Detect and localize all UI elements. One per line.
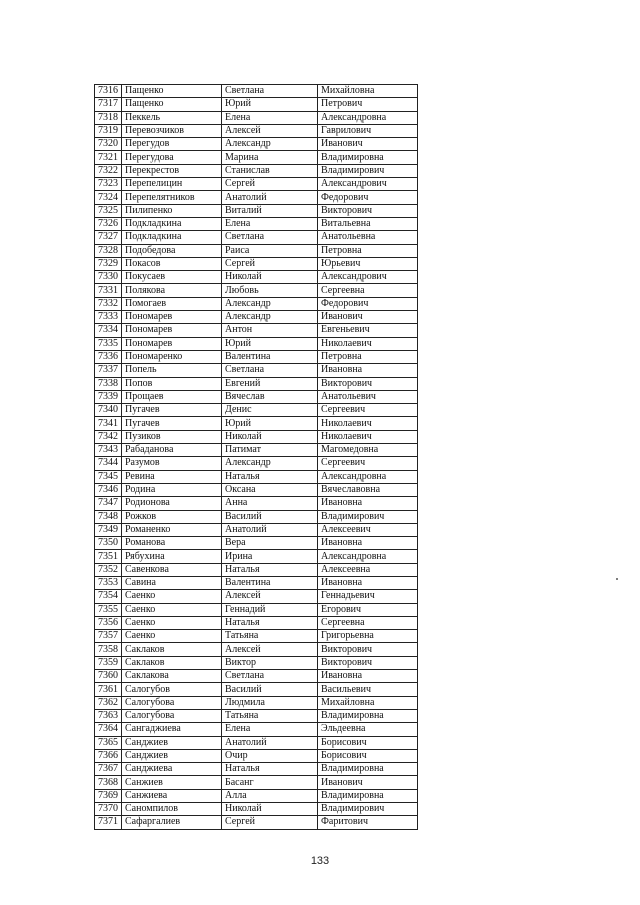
surname-cell: Перегудова xyxy=(122,151,222,164)
first-name-cell: Басанг xyxy=(222,776,318,789)
row-number-cell: 7326 xyxy=(95,217,122,230)
patronymic-cell: Алексеевич xyxy=(318,523,418,536)
table-row xyxy=(95,537,418,550)
table-row xyxy=(95,483,418,496)
row-number-cell: 7319 xyxy=(95,124,122,137)
patronymic-cell: Фаритович xyxy=(318,816,418,829)
patronymic-cell: Иванович xyxy=(318,138,418,151)
table-row xyxy=(95,257,418,270)
surname-cell: Савина xyxy=(122,576,222,589)
table-row xyxy=(95,231,418,244)
table-row xyxy=(95,124,418,137)
patronymic-cell: Владимировна xyxy=(318,789,418,802)
table-row xyxy=(95,364,418,377)
table-row xyxy=(95,164,418,177)
patronymic-cell: Викторович xyxy=(318,204,418,217)
surname-cell: Полякова xyxy=(122,284,222,297)
row-number-cell: 7341 xyxy=(95,417,122,430)
surname-cell: Пеккель xyxy=(122,111,222,124)
table-row xyxy=(95,763,418,776)
first-name-cell: Станислав xyxy=(222,164,318,177)
row-number-cell: 7316 xyxy=(95,85,122,98)
table-row xyxy=(95,85,418,98)
first-name-cell: Николай xyxy=(222,430,318,443)
row-number-cell: 7356 xyxy=(95,616,122,629)
surname-cell: Перепелицин xyxy=(122,178,222,191)
row-number-cell: 7351 xyxy=(95,550,122,563)
table-row xyxy=(95,390,418,403)
patronymic-cell: Витальевна xyxy=(318,217,418,230)
surname-cell: Санджиев xyxy=(122,736,222,749)
surname-cell: Сангаджиева xyxy=(122,723,222,736)
surname-cell: Салогубова xyxy=(122,696,222,709)
patronymic-cell: Эльдеевна xyxy=(318,723,418,736)
surname-cell: Саклакова xyxy=(122,670,222,683)
patronymic-cell: Викторович xyxy=(318,377,418,390)
table-row xyxy=(95,563,418,576)
row-number-cell: 7357 xyxy=(95,630,122,643)
row-number-cell: 7354 xyxy=(95,590,122,603)
first-name-cell: Наталья xyxy=(222,763,318,776)
first-name-cell: Татьяна xyxy=(222,630,318,643)
patronymic-cell: Сергеевич xyxy=(318,404,418,417)
first-name-cell: Алексей xyxy=(222,590,318,603)
table-row xyxy=(95,204,418,217)
first-name-cell: Светлана xyxy=(222,670,318,683)
first-name-cell: Василий xyxy=(222,683,318,696)
first-name-cell: Александр xyxy=(222,457,318,470)
patronymic-cell: Ивановна xyxy=(318,364,418,377)
surname-cell: Разумов xyxy=(122,457,222,470)
row-number-cell: 7343 xyxy=(95,444,122,457)
first-name-cell: Ирина xyxy=(222,550,318,563)
patronymic-cell: Александровна xyxy=(318,470,418,483)
table-row xyxy=(95,576,418,589)
row-number-cell: 7335 xyxy=(95,337,122,350)
surname-cell: Саклаков xyxy=(122,643,222,656)
patronymic-cell: Александрович xyxy=(318,271,418,284)
first-name-cell: Юрий xyxy=(222,337,318,350)
patronymic-cell: Иванович xyxy=(318,776,418,789)
patronymic-cell: Петровна xyxy=(318,350,418,363)
first-name-cell: Денис xyxy=(222,404,318,417)
surname-cell: Салогубов xyxy=(122,683,222,696)
surname-cell: Пузиков xyxy=(122,430,222,443)
table-row xyxy=(95,350,418,363)
table-row xyxy=(95,151,418,164)
first-name-cell: Юрий xyxy=(222,417,318,430)
patronymic-cell: Сергеевич xyxy=(318,457,418,470)
patronymic-cell: Александровна xyxy=(318,550,418,563)
first-name-cell: Евгений xyxy=(222,377,318,390)
patronymic-cell: Петрович xyxy=(318,98,418,111)
first-name-cell: Наталья xyxy=(222,616,318,629)
table-row xyxy=(95,590,418,603)
table-row xyxy=(95,643,418,656)
patronymic-cell: Борисович xyxy=(318,749,418,762)
roster-table-body xyxy=(95,85,418,830)
surname-cell: Перепелятников xyxy=(122,191,222,204)
patronymic-cell: Васильевич xyxy=(318,683,418,696)
table-row xyxy=(95,444,418,457)
row-number-cell: 7369 xyxy=(95,789,122,802)
surname-cell: Романенко xyxy=(122,523,222,536)
row-number-cell: 7338 xyxy=(95,377,122,390)
surname-cell: Подкладкина xyxy=(122,217,222,230)
row-number-cell: 7352 xyxy=(95,563,122,576)
row-number-cell: 7355 xyxy=(95,603,122,616)
row-number-cell: 7345 xyxy=(95,470,122,483)
row-number-cell: 7359 xyxy=(95,656,122,669)
first-name-cell: Наталья xyxy=(222,470,318,483)
surname-cell: Ревина xyxy=(122,470,222,483)
table-row xyxy=(95,111,418,124)
table-row xyxy=(95,311,418,324)
row-number-cell: 7366 xyxy=(95,749,122,762)
table-row xyxy=(95,337,418,350)
surname-cell: Пащенко xyxy=(122,98,222,111)
row-number-cell: 7346 xyxy=(95,483,122,496)
table-row xyxy=(95,523,418,536)
first-name-cell: Юрий xyxy=(222,98,318,111)
first-name-cell: Вера xyxy=(222,537,318,550)
first-name-cell: Сергей xyxy=(222,257,318,270)
patronymic-cell: Магомедовна xyxy=(318,444,418,457)
table-row xyxy=(95,683,418,696)
surname-cell: Саномпилов xyxy=(122,803,222,816)
table-row xyxy=(95,324,418,337)
patronymic-cell: Сергеевна xyxy=(318,616,418,629)
first-name-cell: Наталья xyxy=(222,563,318,576)
row-number-cell: 7370 xyxy=(95,803,122,816)
surname-cell: Санжиева xyxy=(122,789,222,802)
row-number-cell: 7327 xyxy=(95,231,122,244)
table-row xyxy=(95,417,418,430)
surname-cell: Родина xyxy=(122,483,222,496)
patronymic-cell: Николаевич xyxy=(318,430,418,443)
first-name-cell: Николай xyxy=(222,271,318,284)
surname-cell: Пономарев xyxy=(122,324,222,337)
surname-cell: Салогубова xyxy=(122,709,222,722)
surname-cell: Покасов xyxy=(122,257,222,270)
row-number-cell: 7361 xyxy=(95,683,122,696)
surname-cell: Саенко xyxy=(122,590,222,603)
table-row xyxy=(95,816,418,829)
table-row xyxy=(95,377,418,390)
surname-cell: Пугачев xyxy=(122,417,222,430)
surname-cell: Пилипенко xyxy=(122,204,222,217)
table-row xyxy=(95,470,418,483)
first-name-cell: Елена xyxy=(222,111,318,124)
row-number-cell: 7348 xyxy=(95,510,122,523)
patronymic-cell: Ивановна xyxy=(318,537,418,550)
first-name-cell: Алексей xyxy=(222,643,318,656)
surname-cell: Пащенко xyxy=(122,85,222,98)
patronymic-cell: Николаевич xyxy=(318,337,418,350)
patronymic-cell: Михайловна xyxy=(318,696,418,709)
table-row xyxy=(95,191,418,204)
first-name-cell: Валентина xyxy=(222,350,318,363)
patronymic-cell: Геннадьевич xyxy=(318,590,418,603)
row-number-cell: 7363 xyxy=(95,709,122,722)
first-name-cell: Николай xyxy=(222,803,318,816)
patronymic-cell: Викторович xyxy=(318,656,418,669)
first-name-cell: Очир xyxy=(222,749,318,762)
first-name-cell: Светлана xyxy=(222,231,318,244)
patronymic-cell: Ивановна xyxy=(318,670,418,683)
row-number-cell: 7318 xyxy=(95,111,122,124)
first-name-cell: Светлана xyxy=(222,85,318,98)
first-name-cell: Вячеслав xyxy=(222,390,318,403)
scan-speck xyxy=(616,578,618,580)
table-row xyxy=(95,284,418,297)
row-number-cell: 7358 xyxy=(95,643,122,656)
surname-cell: Помогаев xyxy=(122,297,222,310)
first-name-cell: Алла xyxy=(222,789,318,802)
table-row xyxy=(95,696,418,709)
table-row xyxy=(95,803,418,816)
first-name-cell: Раиса xyxy=(222,244,318,257)
first-name-cell: Александр xyxy=(222,311,318,324)
first-name-cell: Геннадий xyxy=(222,603,318,616)
surname-cell: Подобедова xyxy=(122,244,222,257)
surname-cell: Савенкова xyxy=(122,563,222,576)
patronymic-cell: Викторович xyxy=(318,643,418,656)
surname-cell: Рабаданова xyxy=(122,444,222,457)
row-number-cell: 7367 xyxy=(95,763,122,776)
table-row xyxy=(95,98,418,111)
first-name-cell: Валентина xyxy=(222,576,318,589)
row-number-cell: 7368 xyxy=(95,776,122,789)
row-number-cell: 7365 xyxy=(95,736,122,749)
row-number-cell: 7371 xyxy=(95,816,122,829)
surname-cell: Саклаков xyxy=(122,656,222,669)
surname-cell: Прощаев xyxy=(122,390,222,403)
surname-cell: Попов xyxy=(122,377,222,390)
patronymic-cell: Владимирович xyxy=(318,164,418,177)
roster-table xyxy=(94,84,418,830)
first-name-cell: Оксана xyxy=(222,483,318,496)
row-number-cell: 7333 xyxy=(95,311,122,324)
row-number-cell: 7360 xyxy=(95,670,122,683)
patronymic-cell: Сергеевна xyxy=(318,284,418,297)
patronymic-cell: Вячеславовна xyxy=(318,483,418,496)
table-row xyxy=(95,616,418,629)
row-number-cell: 7362 xyxy=(95,696,122,709)
patronymic-cell: Николаевич xyxy=(318,417,418,430)
surname-cell: Рябухина xyxy=(122,550,222,563)
table-row xyxy=(95,138,418,151)
row-number-cell: 7324 xyxy=(95,191,122,204)
first-name-cell: Любовь xyxy=(222,284,318,297)
surname-cell: Подкладкина xyxy=(122,231,222,244)
surname-cell: Романова xyxy=(122,537,222,550)
patronymic-cell: Михайловна xyxy=(318,85,418,98)
surname-cell: Пономарев xyxy=(122,337,222,350)
surname-cell: Пономарев xyxy=(122,311,222,324)
surname-cell: Покусаев xyxy=(122,271,222,284)
row-number-cell: 7322 xyxy=(95,164,122,177)
row-number-cell: 7347 xyxy=(95,497,122,510)
surname-cell: Санджиева xyxy=(122,763,222,776)
patronymic-cell: Евгеньевич xyxy=(318,324,418,337)
first-name-cell: Александр xyxy=(222,138,318,151)
first-name-cell: Анна xyxy=(222,497,318,510)
patronymic-cell: Егорович xyxy=(318,603,418,616)
row-number-cell: 7321 xyxy=(95,151,122,164)
patronymic-cell: Ивановна xyxy=(318,497,418,510)
table-row xyxy=(95,749,418,762)
patronymic-cell: Владимирович xyxy=(318,510,418,523)
row-number-cell: 7332 xyxy=(95,297,122,310)
first-name-cell: Анатолий xyxy=(222,191,318,204)
table-row xyxy=(95,656,418,669)
surname-cell: Перекрестов xyxy=(122,164,222,177)
row-number-cell: 7325 xyxy=(95,204,122,217)
table-row xyxy=(95,430,418,443)
row-number-cell: 7344 xyxy=(95,457,122,470)
table-row xyxy=(95,217,418,230)
page-number: 133 xyxy=(310,855,330,867)
surname-cell: Родионова xyxy=(122,497,222,510)
row-number-cell: 7330 xyxy=(95,271,122,284)
row-number-cell: 7323 xyxy=(95,178,122,191)
first-name-cell: Алексей xyxy=(222,124,318,137)
patronymic-cell: Федорович xyxy=(318,191,418,204)
surname-cell: Санджиев xyxy=(122,749,222,762)
patronymic-cell: Владимировна xyxy=(318,763,418,776)
row-number-cell: 7329 xyxy=(95,257,122,270)
row-number-cell: 7350 xyxy=(95,537,122,550)
surname-cell: Санжиев xyxy=(122,776,222,789)
surname-cell: Попель xyxy=(122,364,222,377)
first-name-cell: Светлана xyxy=(222,364,318,377)
first-name-cell: Анатолий xyxy=(222,736,318,749)
row-number-cell: 7331 xyxy=(95,284,122,297)
first-name-cell: Патимат xyxy=(222,444,318,457)
table-row xyxy=(95,297,418,310)
first-name-cell: Марина xyxy=(222,151,318,164)
patronymic-cell: Петровна xyxy=(318,244,418,257)
table-row xyxy=(95,723,418,736)
patronymic-cell: Анатольевна xyxy=(318,231,418,244)
row-number-cell: 7317 xyxy=(95,98,122,111)
table-row xyxy=(95,550,418,563)
first-name-cell: Елена xyxy=(222,217,318,230)
row-number-cell: 7336 xyxy=(95,350,122,363)
patronymic-cell: Алексеевна xyxy=(318,563,418,576)
patronymic-cell: Анатольевич xyxy=(318,390,418,403)
first-name-cell: Александр xyxy=(222,297,318,310)
table-row xyxy=(95,244,418,257)
surname-cell: Саенко xyxy=(122,616,222,629)
surname-cell: Саенко xyxy=(122,630,222,643)
row-number-cell: 7328 xyxy=(95,244,122,257)
row-number-cell: 7320 xyxy=(95,138,122,151)
row-number-cell: 7334 xyxy=(95,324,122,337)
table-row xyxy=(95,603,418,616)
patronymic-cell: Григорьевна xyxy=(318,630,418,643)
table-row xyxy=(95,776,418,789)
surname-cell: Сафаргалиев xyxy=(122,816,222,829)
first-name-cell: Сергей xyxy=(222,178,318,191)
table-row xyxy=(95,670,418,683)
first-name-cell: Татьяна xyxy=(222,709,318,722)
first-name-cell: Анатолий xyxy=(222,523,318,536)
surname-cell: Саенко xyxy=(122,603,222,616)
row-number-cell: 7353 xyxy=(95,576,122,589)
patronymic-cell: Ивановна xyxy=(318,576,418,589)
patronymic-cell: Александровна xyxy=(318,111,418,124)
row-number-cell: 7340 xyxy=(95,404,122,417)
row-number-cell: 7349 xyxy=(95,523,122,536)
table-row xyxy=(95,457,418,470)
table-row xyxy=(95,510,418,523)
first-name-cell: Антон xyxy=(222,324,318,337)
row-number-cell: 7364 xyxy=(95,723,122,736)
first-name-cell: Елена xyxy=(222,723,318,736)
table-row xyxy=(95,178,418,191)
patronymic-cell: Гаврилович xyxy=(318,124,418,137)
first-name-cell: Василий xyxy=(222,510,318,523)
patronymic-cell: Борисович xyxy=(318,736,418,749)
surname-cell: Перегудов xyxy=(122,138,222,151)
surname-cell: Пономаренко xyxy=(122,350,222,363)
row-number-cell: 7337 xyxy=(95,364,122,377)
table-row xyxy=(95,736,418,749)
first-name-cell: Людмила xyxy=(222,696,318,709)
patronymic-cell: Александрович xyxy=(318,178,418,191)
patronymic-cell: Владимировна xyxy=(318,709,418,722)
patronymic-cell: Юрьевич xyxy=(318,257,418,270)
row-number-cell: 7342 xyxy=(95,430,122,443)
first-name-cell: Виктор xyxy=(222,656,318,669)
surname-cell: Пугачев xyxy=(122,404,222,417)
table-row xyxy=(95,709,418,722)
table-row xyxy=(95,404,418,417)
patronymic-cell: Иванович xyxy=(318,311,418,324)
patronymic-cell: Владимирович xyxy=(318,803,418,816)
patronymic-cell: Владимировна xyxy=(318,151,418,164)
table-row xyxy=(95,271,418,284)
patronymic-cell: Федорович xyxy=(318,297,418,310)
first-name-cell: Виталий xyxy=(222,204,318,217)
table-row xyxy=(95,497,418,510)
surname-cell: Перевозчиков xyxy=(122,124,222,137)
table-row xyxy=(95,630,418,643)
table-row xyxy=(95,789,418,802)
first-name-cell: Сергей xyxy=(222,816,318,829)
row-number-cell: 7339 xyxy=(95,390,122,403)
surname-cell: Рожков xyxy=(122,510,222,523)
